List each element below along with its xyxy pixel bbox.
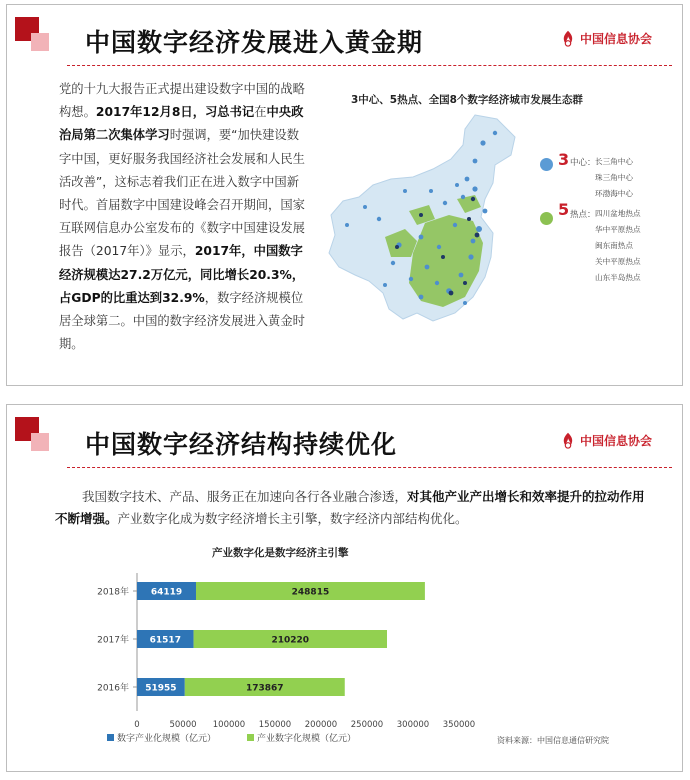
slide2-text-run: 对其他产业产出增长和效率提升的拉动作用不断增强。 <box>55 489 645 526</box>
hotspot-count: 5 <box>558 200 570 219</box>
slide1-text-run: ，数字经济规模位居全球第二。中国的数字经济发展进入黄金时期。 <box>59 290 305 352</box>
legend-label: 产业数字化规模（亿元） <box>257 734 357 744</box>
bar-value-label: 61517 <box>149 635 181 646</box>
bar-value-label: 51955 <box>145 683 177 694</box>
bar-value-label: 248815 <box>291 587 330 598</box>
slide1-text-run: 中央政治局第二次集体学习 <box>59 105 304 143</box>
x-tick-label: 150000 <box>258 720 292 730</box>
legend-hotspot-item: 四川盆地热点 <box>595 209 641 218</box>
association-logo <box>559 29 652 47</box>
legend-hotspot-item: 华中平原热点 <box>595 225 641 234</box>
slide2-paragraph <box>55 486 655 530</box>
legend-center-item: 珠三角中心 <box>595 173 633 182</box>
logo-flame-icon <box>559 29 577 47</box>
title-divider <box>67 65 672 66</box>
x-tick-label: 350000 <box>442 720 476 730</box>
bar-value-label: 173867 <box>245 683 284 694</box>
x-tick-label: 300000 <box>396 720 430 730</box>
legend-center-item: 环渤海中心 <box>595 189 633 198</box>
slide2-text-run: 产业数字化成为数字经济增长主引擎，数字经济内部结构优化。 <box>117 511 468 526</box>
slide1-text-run: 时强调，要“加快建设数字中国，更好服务我国经济社会发展和人民生活改善”，这标志着我们正在进入数字中国新时代。首届数字中国建设峰会召开期间，国家互联网信息办公室发布的《数字中国建设发展报告（2017年）》显示， <box>59 128 305 259</box>
bar-value-label: 64119 <box>150 587 183 598</box>
china-map <box>325 107 535 327</box>
slide1-text-run: 2017年，中国数字经济规模达27.2万亿元，同比增长20.3%，占GDP的比重达到32.9% <box>59 244 305 305</box>
slide1-text-run: 在 <box>254 105 267 120</box>
category-label: 2018年 <box>97 587 129 598</box>
slide2-text-run: 我国数字技术、产品、服务正在加速向各行各业融合渗透， <box>82 489 408 504</box>
legend-center-item: 长三角中心 <box>595 157 633 166</box>
slide-digital-economy-structure <box>6 404 683 772</box>
slide1-text-run: 2017年12月8日，习总书记 <box>95 105 255 120</box>
slide2-title: 中国数字经济结构持续优化 <box>85 430 398 459</box>
stacked-bar-chart <box>77 565 477 751</box>
logo-flame-icon <box>559 431 577 449</box>
x-tick-label: 100000 <box>212 720 246 730</box>
center-count: 3 <box>558 150 570 169</box>
map-title: 3中心、5热点、全国8个数字经济城市发展生态群 <box>351 94 583 106</box>
slide1-text-run: 党的十九大报告正式提出建设数字中国的战略构想。 <box>59 82 305 120</box>
legend-label: 数字产业化规模（亿元） <box>117 734 217 744</box>
legend-hotspot-item: 关中平原热点 <box>595 257 641 266</box>
center-legend-dot <box>540 158 553 171</box>
x-tick-label: 250000 <box>350 720 384 730</box>
title-divider <box>67 467 672 468</box>
hotspot-legend-dot <box>540 212 553 225</box>
chart-title: 产业数字化是数字经济主引擎 <box>212 547 349 559</box>
x-tick-label: 200000 <box>304 720 338 730</box>
hotspot-label: 热点： <box>570 210 596 220</box>
legend-swatch <box>247 734 254 741</box>
logo-text: 中国信息协会 <box>579 433 652 448</box>
bar-value-label: 210220 <box>271 635 310 646</box>
legend-hotspot-item: 闽东南热点 <box>595 241 633 250</box>
category-label: 2016年 <box>97 683 129 694</box>
x-tick-label: 0 <box>134 720 140 730</box>
title-decoration-light <box>31 433 49 451</box>
center-label: 中心： <box>570 158 596 168</box>
category-label: 2017年 <box>97 635 129 646</box>
legend-hotspot-item: 山东半岛热点 <box>595 273 641 282</box>
logo-text: 中国信息协会 <box>579 31 652 46</box>
legend-swatch <box>107 734 114 741</box>
x-tick-label: 50000 <box>169 720 197 730</box>
slide1-title: 中国数字经济发展进入黄金期 <box>85 28 424 57</box>
association-logo <box>559 431 652 449</box>
data-source: 资料来源：中国信息通信研究院 <box>497 736 609 745</box>
slide1-paragraph <box>59 78 307 356</box>
title-decoration-light <box>31 33 49 51</box>
slide-digital-economy-golden-age <box>6 4 683 386</box>
